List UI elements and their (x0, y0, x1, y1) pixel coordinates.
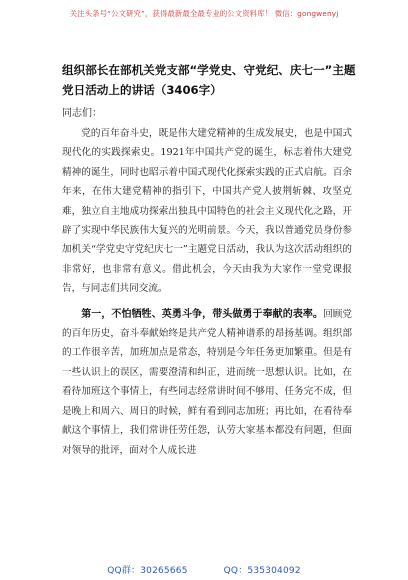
document-body (62, 124, 352, 460)
section-heading: 第一，不怕牺牲、英勇斗争，带头做勇于奉献的表率。 (81, 308, 324, 320)
paragraph-2 (62, 305, 352, 460)
footer-qq: QQ：535304092 (223, 566, 301, 576)
paragraph-2-text: 回顾党的百年历史，奋斗奉献始终是共产党人精神谱系的昂扬基调。组织部的工作很辛苦，加班加点是常态，特别是今年任务更加繁重。但是有一些认识上的误区，需要澄清和纠正，进而统一思想认识。比如，在看待加班这个事情上，有些同志经常讲时间不够用、任务完不成，但是晚上和周六、周日的时候，鲜有看到同志加班；再比如，在看待奉献这个事情上，我们常讲任劳任怨，认劳大家基本都没有问题，但面对领导的批评，面对个人成长进 (62, 308, 352, 456)
footer-qq-group: QQ群：30265665 (107, 566, 188, 576)
top-notice-banner: 关注头条号“公文研究”，获得最新最全最专业的公文资料库！ 微信：gongwenyj (69, 9, 339, 18)
paragraph-1: 党的百年奋斗史，既是伟大建党精神的生成发展史，也是中国式现代化的实践探索史。1921年中国共产党的诞生，标志着伟大建党精神的诞生，同时也昭示着中国式现代化探索实践的正式启航。百余年来，在伟大建党精神的指引下，中国共产党人披荆斩棘、攻坚克难，独立自主地成功探索出独具中国特色的社会主义现代化之路，开辟了实现中华民族伟大复兴的光明前景。今天，我以普通党员身份参加机关“学党史守党纪庆七一”主题党日活动，我认为这次活动组织的非常好，也非常有意义。借此机会，今天由我为大家作一堂党课报告，与同志们共同交流。 (62, 128, 352, 295)
salutation: 同志们： (62, 108, 102, 119)
document-title: 组织部长在部机关党支部“学党史、守党纪、庆七一”主题党日活动上的讲话（3406字） (62, 63, 356, 97)
footer-contact (0, 563, 408, 576)
